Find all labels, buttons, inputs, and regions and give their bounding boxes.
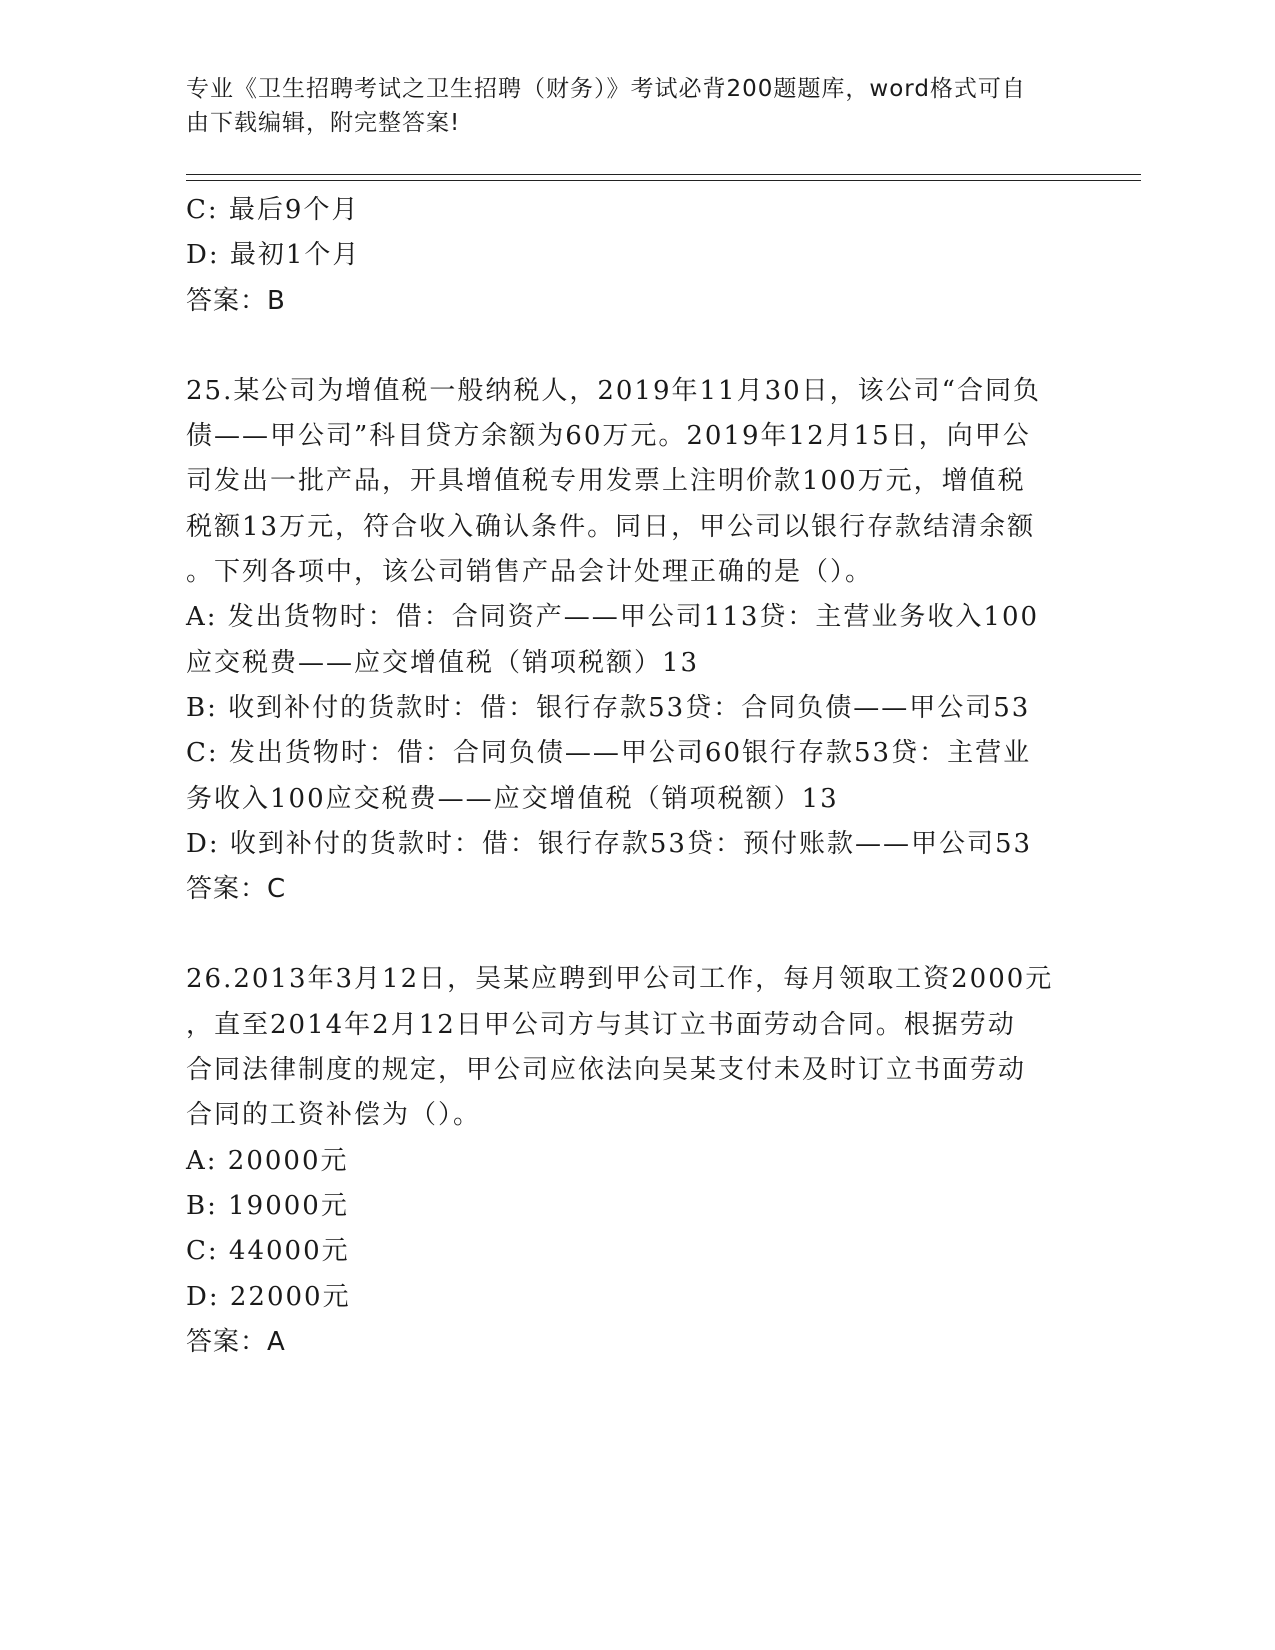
header-divider-top [186,174,1141,175]
question-24-tail [186,188,1086,324]
question-stem-line: 25.某公司为增值税一般纳税人，2019年11月30日，该公司“合同负 [186,375,1041,406]
question-stem-line: 税额13万元，符合收入确认条件。同日，甲公司以银行存款结清余额 [186,511,1036,542]
header-divider-bottom [186,180,1141,181]
option-c: C: 44000元 [186,1236,350,1267]
option-c-continued: 务收入100应交税费——应交增值税（销项税额）13 [186,783,839,814]
answer-line: 答案：A [186,1326,286,1357]
question-stem-line: 合同的工资补偿为（）。 [186,1100,482,1131]
question-stem-line: 。下列各项中，该公司销售产品会计处理正确的是（）。 [186,557,874,588]
option-a-continued: 应交税费——应交增值税（销项税额）13 [186,647,700,678]
option-b: B: 收到补付的货款时：借：银行存款53贷：合同负债——甲公司53 [186,692,1031,723]
answer-line: 答案：B [186,285,286,316]
spacer [186,324,1086,369]
question-stem-line: ，直至2014年2月12日甲公司方与其订立书面劳动合同。根据劳动 [186,1009,1016,1040]
document-header [186,72,1086,140]
option-a: A: 20000元 [186,1145,349,1176]
spacer [186,912,1086,957]
question-stem-line: 26.2013年3月12日，吴某应聘到甲公司工作，每月领取工资2000元 [186,964,1054,995]
option-d: D: 22000元 [186,1281,351,1312]
option-a: A: 发出货物时：借：合同资产——甲公司113贷：主营业务收入100 [186,602,1040,633]
answer-line: 答案：C [186,874,287,905]
question-stem-line: 合同法律制度的规定，甲公司应依法向吴某支付未及时订立书面劳动 [186,1055,1027,1086]
question-stem-line: 司发出一批产品，开具增值税专用发票上注明价款100万元，增值税 [186,466,1026,497]
header-line-2: 由下载编辑，附完整答案! [186,110,461,136]
document-body [186,188,1086,1365]
option-c: C: 发出货物时：借：合同负债——甲公司60银行存款53贷：主营业 [186,738,1032,769]
question-stem-line: 债——甲公司”科目贷方余额为60万元。2019年12月15日，向甲公 [186,421,1031,452]
question-25 [186,369,1086,913]
option-c: C: 最后9个月 [186,195,360,225]
option-d: D: 最初1个月 [186,240,361,271]
question-26 [186,957,1086,1365]
option-b: B: 19000元 [186,1190,349,1221]
header-line-1: 专业《卫生招聘考试之卫生招聘（财务）》考试必背200题题库，word格式可自 [186,76,1026,102]
option-d: D: 收到补付的货款时：借：银行存款53贷：预付账款——甲公司53 [186,828,1033,859]
